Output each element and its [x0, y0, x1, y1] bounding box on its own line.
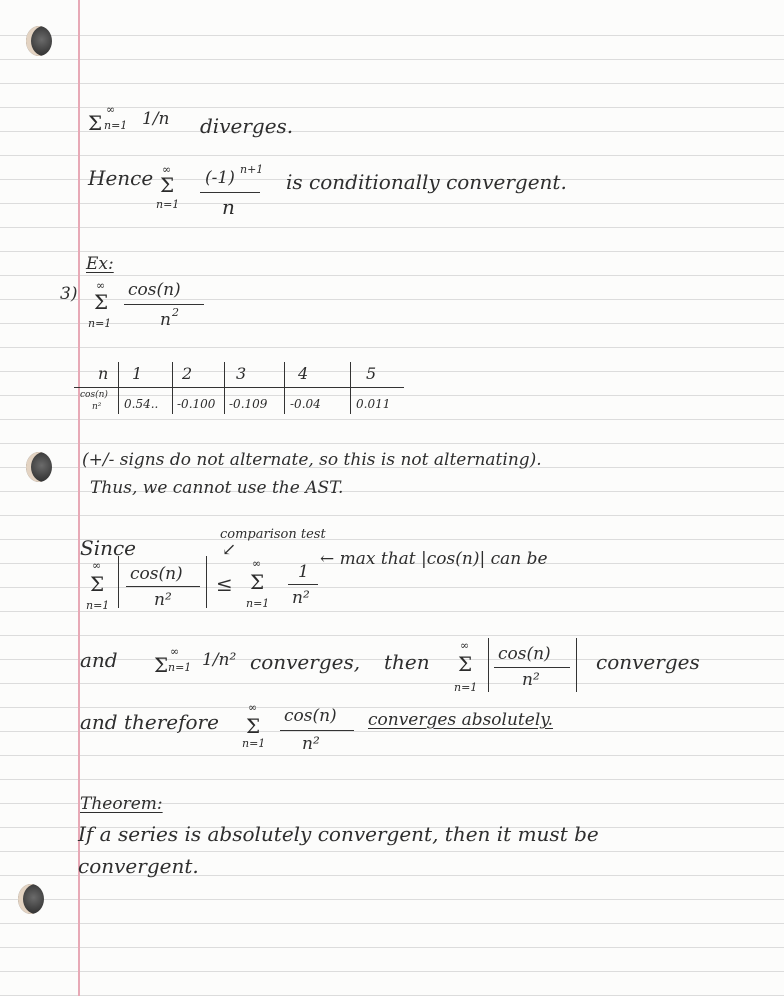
absolute-bar-right — [206, 556, 207, 608]
and-text: and — [80, 648, 118, 672]
cos-numerator: cos(n) — [128, 280, 181, 300]
converges-text: converges, — [250, 650, 361, 674]
table-column-line — [350, 362, 351, 414]
theorem-line-1: If a series is absolutely convergent, then it must be — [78, 822, 599, 846]
sigma-symbol: Σ — [160, 173, 175, 197]
table-column-line — [284, 362, 285, 414]
absolute-bar-left — [488, 638, 489, 692]
table-column-line — [118, 362, 119, 414]
lower-limit: n=1 — [168, 661, 192, 674]
upper-limit: ∞ — [170, 645, 180, 658]
hence-text: Hence — [88, 166, 154, 190]
fraction-bar — [288, 584, 318, 585]
cos-numerator: cos(n) — [284, 706, 337, 726]
table-value: -0.04 — [290, 397, 321, 411]
absolute-bar-right — [576, 638, 577, 692]
cos-numerator: cos(n) — [130, 564, 183, 584]
n-denominator: n — [160, 310, 171, 330]
fraction-bar — [280, 730, 354, 731]
n2-denominator: n² — [292, 588, 310, 608]
margin-line — [78, 0, 80, 996]
table-n-value: 5 — [366, 364, 377, 383]
table-value: 0.011 — [356, 397, 391, 411]
n2-denominator: n² — [302, 734, 320, 754]
sigma-symbol: Σ — [250, 570, 265, 594]
fraction-bar — [494, 667, 570, 668]
example-label: Ex: — [86, 254, 114, 274]
alternating-exponent: n+1 — [240, 163, 264, 176]
lower-limit: n=1 — [246, 597, 270, 610]
conditionally-convergent-text: is conditionally convergent. — [286, 170, 567, 194]
alternating-denominator: n — [222, 195, 235, 219]
one-numerator: 1 — [298, 562, 309, 582]
since-text: Since — [80, 536, 137, 560]
table-value: -0.100 — [177, 397, 216, 411]
lower-limit: n=1 — [156, 198, 180, 211]
comparison-test-annotation: comparison test — [220, 527, 326, 542]
theorem-line-2: convergent. — [78, 854, 199, 878]
converges-absolutely-text: converges absolutely. — [368, 710, 554, 730]
max-side-note: ← max that |cos(n)| can be — [320, 549, 548, 569]
sigma-symbol: Σ — [154, 653, 169, 677]
table-row-header-n2: n² — [92, 402, 102, 412]
sign-note-line-2: Thus, we cannot use the AST. — [90, 478, 344, 498]
upper-limit: ∞ — [106, 103, 116, 116]
alternating-numerator: (-1) — [205, 168, 235, 188]
then-text: then — [384, 650, 430, 674]
fraction-bar — [200, 192, 260, 193]
n2-denominator: n² — [154, 590, 172, 610]
lower-limit: n=1 — [242, 737, 266, 750]
table-column-line — [172, 362, 173, 414]
binder-hole-bottom — [18, 884, 44, 914]
cos-numerator: cos(n) — [498, 644, 551, 664]
denominator-exponent: 2 — [172, 306, 179, 319]
lower-limit: n=1 — [86, 599, 110, 612]
lower-limit: n=1 — [104, 119, 128, 132]
sigma-symbol: Σ — [458, 652, 473, 676]
lower-limit: n=1 — [454, 681, 478, 694]
n2-denominator: n² — [522, 670, 540, 690]
table-n-value: 3 — [236, 364, 247, 383]
and-therefore-text: and therefore — [80, 710, 219, 734]
table-value: -0.109 — [229, 397, 268, 411]
table-n-value: 4 — [298, 364, 309, 383]
inverse-square-term: 1/n² — [202, 650, 237, 670]
theorem-heading: Theorem: — [80, 794, 163, 814]
example-number: 3) — [60, 284, 78, 304]
upper-limit: ∞ — [92, 559, 102, 572]
upper-limit: ∞ — [252, 557, 262, 570]
upper-limit: ∞ — [248, 701, 258, 714]
binder-hole-middle — [26, 452, 52, 482]
lower-limit: n=1 — [88, 317, 112, 330]
table-divider — [74, 387, 404, 388]
table-column-line — [224, 362, 225, 414]
table-value: 0.54.. — [124, 397, 159, 411]
sign-note-line-1: (+/- signs do not alternate, so this is not alternating). — [82, 450, 542, 470]
leq-symbol: ≤ — [216, 572, 233, 596]
upper-limit: ∞ — [460, 639, 470, 652]
table-row-header-cos: cos(n) — [80, 390, 108, 400]
upper-limit: ∞ — [96, 279, 106, 292]
binder-hole-top — [26, 26, 52, 56]
diverges-text: diverges. — [200, 114, 294, 138]
table-n-value: 2 — [182, 364, 193, 383]
sigma-symbol: Σ — [246, 714, 261, 738]
harmonic-term: 1/n — [142, 109, 170, 129]
upper-limit: ∞ — [162, 163, 172, 176]
sigma-symbol: Σ — [90, 572, 105, 596]
sigma-symbol: Σ — [94, 290, 109, 314]
absolute-bar-left — [118, 556, 119, 608]
table-n-value: 1 — [132, 364, 143, 383]
table-row-header-n: n — [98, 364, 109, 383]
annotation-arrow: ↙ — [222, 540, 237, 560]
sigma-symbol: Σ — [88, 111, 103, 135]
fraction-bar — [126, 586, 200, 587]
converges-tail-text: converges — [596, 650, 700, 674]
fraction-bar — [124, 304, 204, 305]
